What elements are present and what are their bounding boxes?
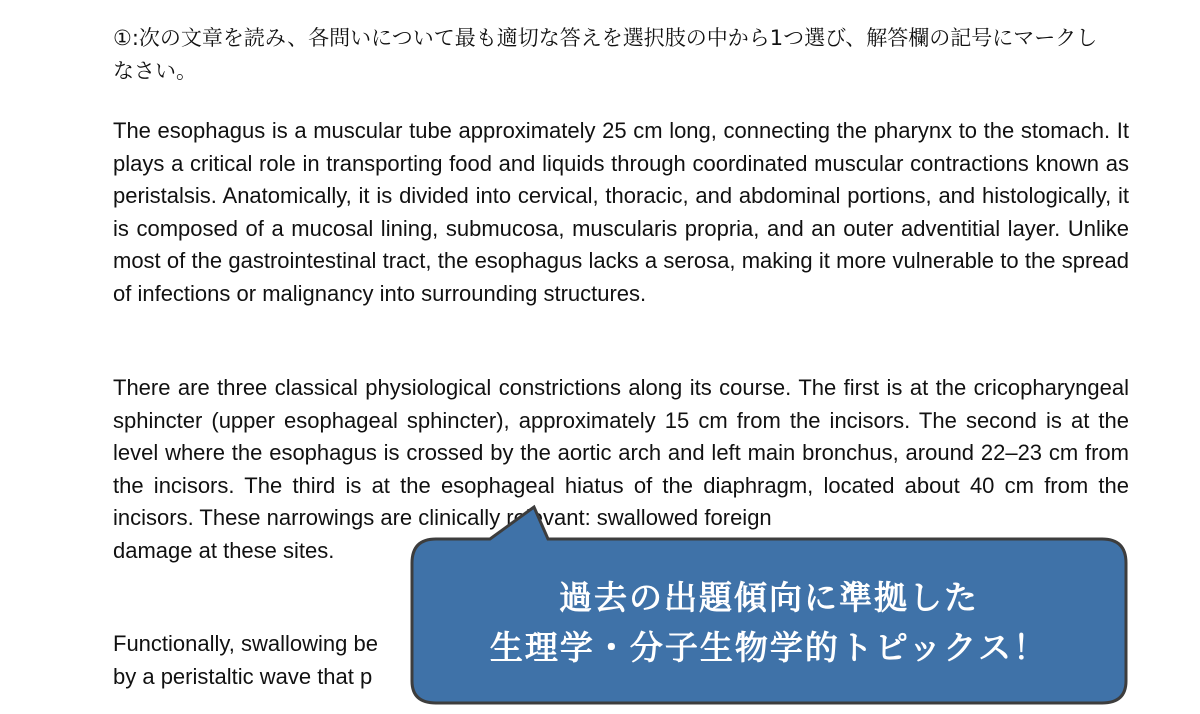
passage-paragraph-3-line-1: Functionally, swallowing be <box>113 631 378 656</box>
passage-paragraph-2-text: There are three classical physiological constrictions along its course. The first is at the cricopharyngeal sphincter (upper esophageal sphincter), approximately 15 cm from the incisors. The second is at the level where the esophagus is crossed by the aortic arch and left main bronchus, around 22–23 cm from the incisors. The third is at the esophageal hiatus of the diaphragm, located about 40 cm from the incisors. These narrowings are clinically relevant: swallowed foreign <box>113 375 1129 531</box>
passage-paragraph-1: The esophagus is a muscular tube approximately 25 cm long, connecting the pharynx to the stomach. It plays a critical role in transporting food and liquids through coordinated muscular contractions known as peristalsis. Anatomically, it is divided into cervical, thoracic, and abdominal portions, and histologically, it is composed of a mucosal lining, submucosa, muscularis propria, and an outer adventitial layer. Unlike most of the gastrointestinal tract, the esophagus lacks a serosa, making it more vulnerable to the spread of infections or malignancy into surrounding structures. <box>113 118 1129 306</box>
passage-paragraph-3-line-2: by a peristaltic wave that p <box>113 663 373 689</box>
callout-text <box>408 573 1130 673</box>
passage-paragraph-2-tail: damage at these sites. <box>113 537 335 563</box>
callout-line-1: 過去の出題傾向に準拠した <box>559 578 979 617</box>
question-instruction: ①:次の文章を読み、各問いについて最も適切な答えを選択肢の中から1つ選び、解答欄の記号にマークしなさい。 <box>113 26 1098 83</box>
promo-callout <box>408 535 1130 707</box>
callout-line-2: 生理学・分子生物学的トピックス！ <box>489 628 1049 667</box>
